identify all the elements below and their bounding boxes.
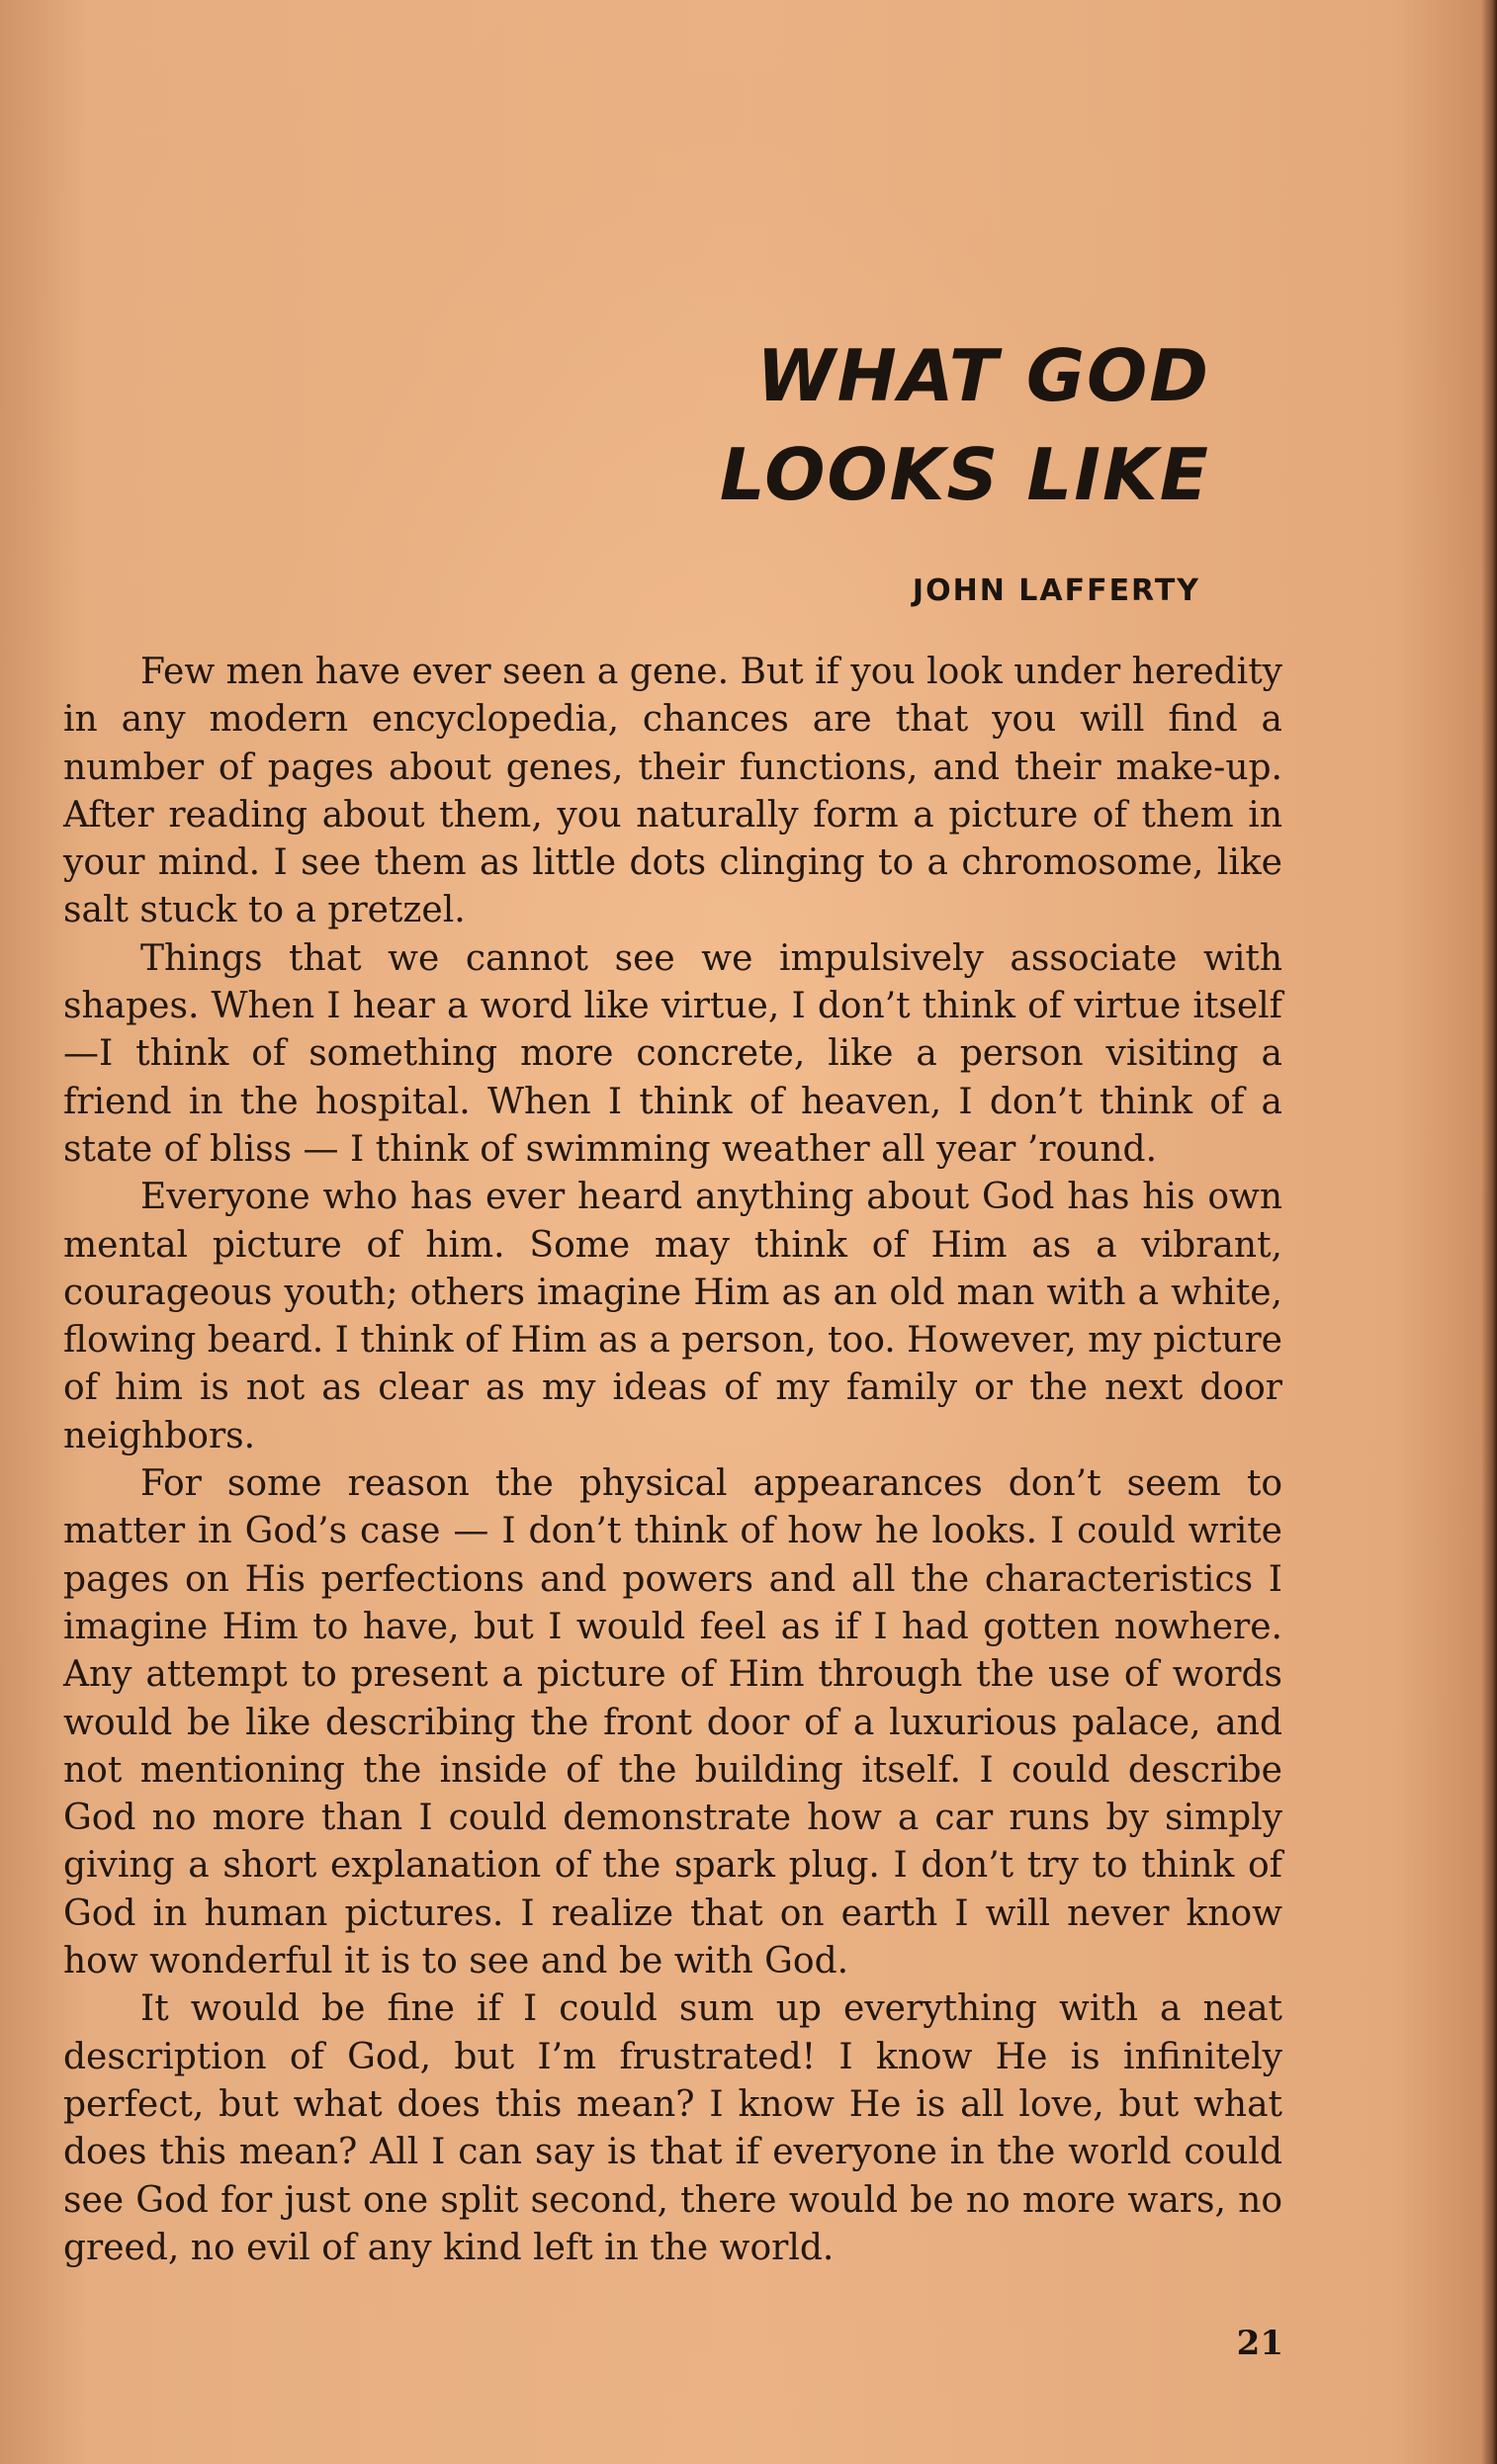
author-byline: JOHN LAFFERTY xyxy=(912,573,1200,608)
page-number: 21 xyxy=(1236,2324,1283,2363)
paragraph-3: Everyone who has ever heard anything about God has his own mental picture of him. Some may think of Him as a vibrant, courageous youth; others imagine Him as an old man with a white, flowing beard. I think of Him as a person, too. However, my picture of him is not as clear as my ideas of my family or the next door neighbors. xyxy=(63,1177,1282,1456)
paragraph-2: Things that we cannot see we impulsively associate with shapes. When I hear a word like virtue, I don’t think of virtue itself —I think of something more concrete, like a person visiting a friend in the hospital. When I think of heaven, I don’t think of a state of bliss — I think of swimming weather all year ’round. xyxy=(63,937,1282,1170)
article-title xyxy=(720,326,1210,524)
title-line-2: LOOKS LIKE xyxy=(719,433,1210,516)
title-line-1: WHAT GOD xyxy=(756,334,1210,417)
page-edge-shadow xyxy=(1481,0,1497,2464)
article-body xyxy=(63,649,1282,2272)
paragraph-4: For some reason the physical appearances don’t seem to matter in God’s case — I don’t think of how he looks. I could write pages on His perfections and powers and all the characteristics I imagine Him to have, but I would feel as if I had gotten nowhere. Any attempt to present a picture of Him through the use of words would be like describing the front door of a luxurious palace, and not mentioning the inside of the building itself. I could describe God no more than I could demonstrate how a car runs by simply giving a short explanation of the spark plug. I don’t try to think of God in human pictures. I realize that on earth I will never know how wonderful it is to see and be with God. xyxy=(63,1463,1282,1982)
paragraph-5: It would be fine if I could sum up everything with a neat description of God, but I’m frustrated! I know He is infinitely perfect, but what does this mean? I know He is all love, but what does this mean? All I can say is that if everyone in the world could see God for just one split second, there would be no more wars, no greed, no evil of any kind left in the world. xyxy=(63,1988,1282,2268)
paragraph-1: Few men have ever seen a gene. But if you look under heredity in any modern encyclopedia, chances are that you will find a number of pages about genes, their functions, and their make-up. After reading about them, you naturally form a picture of them in your mind. I see them as little dots clinging to a chromosome, like salt stuck to a pretzel. xyxy=(63,652,1282,931)
